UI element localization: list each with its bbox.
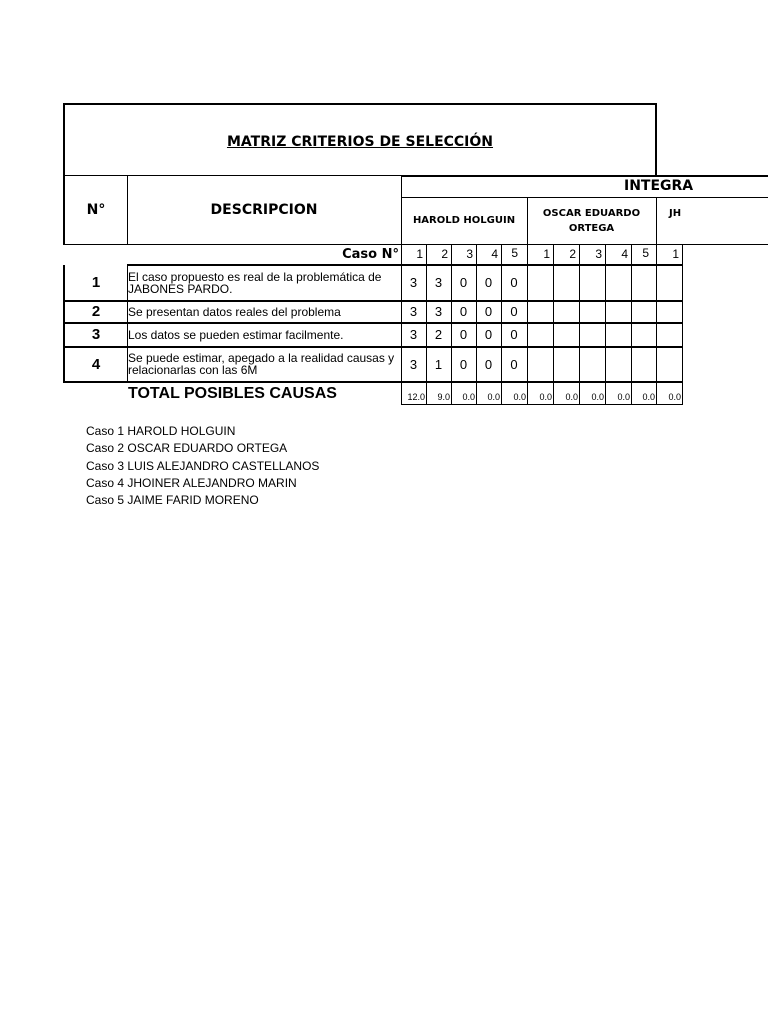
total-cell[interactable]: 0.0 <box>527 382 554 405</box>
header-integrantes-label: INTEGRA <box>624 178 694 194</box>
member-header[interactable] <box>656 197 768 245</box>
total-cell[interactable]: 0.0 <box>579 382 606 405</box>
score-cell[interactable]: 3 <box>426 265 452 302</box>
row-number[interactable]: 3 <box>63 323 128 348</box>
member-name: HAROLD HOLGUIN <box>412 215 516 226</box>
score-cell[interactable]: 3 <box>426 301 452 324</box>
case-number-cell[interactable]: 1 <box>527 244 554 266</box>
score-cell[interactable] <box>527 323 554 348</box>
score-cell[interactable] <box>553 323 580 348</box>
header-description[interactable] <box>127 175 402 245</box>
case-number-cell[interactable]: 4 <box>476 244 502 266</box>
case-number-cell[interactable]: 2 <box>553 244 580 266</box>
score-cell[interactable] <box>605 347 632 383</box>
total-cell[interactable]: 0.0 <box>476 382 502 405</box>
legend-item[interactable]: Caso 5 JAIME FARID MORENO <box>86 493 259 508</box>
score-cell[interactable] <box>631 301 657 324</box>
legend-item[interactable]: Caso 2 OSCAR EDUARDO ORTEGA <box>86 441 288 456</box>
caso-label: Caso N° <box>342 246 399 262</box>
score-cell[interactable]: 0 <box>476 323 502 348</box>
score-cell[interactable]: 2 <box>426 323 452 348</box>
member-header[interactable] <box>527 197 657 245</box>
score-cell[interactable]: 0 <box>501 301 528 324</box>
caso-label-cell[interactable] <box>127 244 402 266</box>
score-cell[interactable]: 0 <box>451 347 477 383</box>
row-number[interactable]: 4 <box>63 347 128 383</box>
legend-item[interactable]: Caso 4 JHOINER ALEJANDRO MARIN <box>86 475 297 490</box>
score-cell[interactable] <box>631 323 657 348</box>
row-description[interactable]: Se presentan datos reales del problema <box>127 301 402 324</box>
score-cell[interactable] <box>605 301 632 324</box>
case-number-cell[interactable]: 5 <box>631 244 657 266</box>
row-description[interactable]: El caso propuesto es real de la problemática de JABONES PARDO. <box>127 265 402 302</box>
score-cell[interactable] <box>656 347 683 383</box>
total-cell[interactable]: 0.0 <box>451 382 477 405</box>
matrix-title: MATRIZ CRITERIOS DE SELECCIÓN <box>226 134 494 150</box>
score-cell[interactable] <box>553 301 580 324</box>
score-cell[interactable] <box>553 347 580 383</box>
score-cell[interactable]: 3 <box>401 301 427 324</box>
score-cell[interactable]: 0 <box>501 323 528 348</box>
header-integrantes[interactable] <box>401 175 768 198</box>
score-cell[interactable] <box>553 265 580 302</box>
total-cell[interactable]: 0.0 <box>631 382 657 405</box>
score-cell[interactable] <box>579 265 606 302</box>
total-cell[interactable]: 0.0 <box>501 382 528 405</box>
total-cell[interactable]: 0.0 <box>656 382 683 405</box>
score-cell[interactable]: 0 <box>451 301 477 324</box>
total-cell[interactable]: 9.0 <box>426 382 452 405</box>
row-number[interactable]: 1 <box>63 265 128 302</box>
score-cell[interactable] <box>579 323 606 348</box>
score-cell[interactable] <box>579 347 606 383</box>
member-name: JH <box>669 208 682 219</box>
legend-item[interactable]: Caso 1 HAROLD HOLGUIN <box>86 424 236 438</box>
legend-item[interactable]: Caso 3 LUIS ALEJANDRO CASTELLANOS <box>86 458 320 473</box>
score-cell[interactable] <box>631 347 657 383</box>
score-cell[interactable] <box>579 301 606 324</box>
score-cell[interactable] <box>527 265 554 302</box>
row-description[interactable]: Se puede estimar, apegado a la realidad causas y relacionarlas con las 6M <box>127 347 402 383</box>
row-description[interactable]: Los datos se pueden estimar facilmente. <box>127 323 402 348</box>
score-cell[interactable]: 0 <box>451 323 477 348</box>
score-cell[interactable]: 0 <box>476 301 502 324</box>
total-cell[interactable]: 0.0 <box>553 382 580 405</box>
case-number-cell[interactable]: 2 <box>426 244 452 266</box>
score-cell[interactable]: 0 <box>451 265 477 302</box>
score-cell[interactable] <box>605 265 632 302</box>
case-number-cell[interactable]: 1 <box>656 244 683 266</box>
score-cell[interactable]: 0 <box>476 265 502 302</box>
member-name: OSCAR EDUARDO ORTEGA <box>542 207 641 234</box>
score-cell[interactable]: 0 <box>501 265 528 302</box>
score-cell[interactable] <box>605 323 632 348</box>
total-cell[interactable]: 12.0 <box>401 382 427 405</box>
total-cell[interactable]: 0.0 <box>605 382 632 405</box>
score-cell[interactable]: 3 <box>401 265 427 302</box>
header-description-label: DESCRIPCION <box>210 201 318 218</box>
score-cell[interactable]: 0 <box>501 347 528 383</box>
case-number-cell[interactable]: 1 <box>401 244 427 266</box>
score-cell[interactable] <box>527 301 554 324</box>
score-cell[interactable] <box>656 265 683 302</box>
header-n[interactable] <box>63 175 128 245</box>
case-number-cell[interactable]: 4 <box>605 244 632 266</box>
case-number-cell[interactable]: 5 <box>501 244 528 266</box>
score-cell[interactable]: 0 <box>476 347 502 383</box>
total-label[interactable]: TOTAL POSIBLES CAUSAS <box>127 382 402 405</box>
member-header[interactable] <box>401 197 528 245</box>
title-cell[interactable] <box>63 103 657 176</box>
score-cell[interactable] <box>631 265 657 302</box>
score-cell[interactable] <box>656 301 683 324</box>
case-legend <box>86 423 319 509</box>
header-n-label: N° <box>86 201 106 218</box>
case-number-cell[interactable]: 3 <box>579 244 606 266</box>
score-cell[interactable]: 3 <box>401 323 427 348</box>
row-number[interactable]: 2 <box>63 301 128 324</box>
score-cell[interactable]: 1 <box>426 347 452 383</box>
score-cell[interactable] <box>656 323 683 348</box>
score-cell[interactable]: 3 <box>401 347 427 383</box>
score-cell[interactable] <box>527 347 554 383</box>
case-number-cell[interactable]: 3 <box>451 244 477 266</box>
